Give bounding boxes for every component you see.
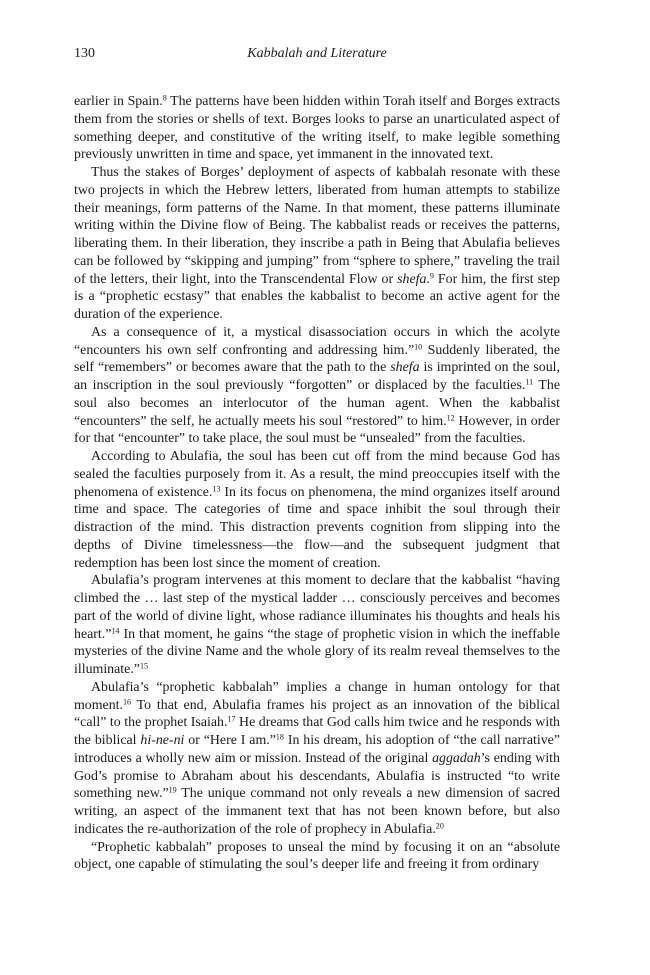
footnote-marker: 20	[435, 821, 444, 831]
footnote-marker: 12	[446, 413, 455, 423]
running-header	[74, 46, 560, 66]
text-run: is imprinted on the soul, an inscription in the soul previously “forgotten” or displaced by the faculties.	[74, 360, 560, 393]
text-run: or “Here I am.”	[184, 733, 276, 748]
text-run: Thus the stakes of Borges’ deployment of aspects of kabbalah resonate with these two projects in which the Hebrew letters, liberated from human attempts to stabilize their meanings, form patterns of the Name. In that moment, these patterns illuminate writing within the Divine flow of Being. The kabbalist reads or receives the patterns, liberating them. In their liberation, they inscribe a path in Being that Abulafia believes can be followed by “skipping and jumping” from “sphere to sphere,” traveling the trail of the letters, their light, into the Transcendental Flow or	[74, 165, 560, 287]
text-run: In his dream, his adoption of “the call narrative” introduces a wholly new aim or mission. Instead of the original	[74, 733, 560, 766]
footnote-marker: 11	[525, 377, 534, 387]
footnote-marker: 19	[168, 785, 177, 795]
text-run: ’s ending with God’s promise to Abraham about his descendants, Abulafia is instructed “to write something new.”	[74, 750, 560, 802]
footnote-marker: 9	[429, 271, 434, 281]
text-run: He dreams that God calls him twice and he responds with the biblical	[74, 715, 560, 748]
text-run: As a consequence of it, a mystical disassociation occurs in which the acolyte “encounters his own self confronting and addressing him.”	[74, 324, 560, 358]
italic-term: shefa	[397, 271, 427, 287]
footnote-marker: 15	[139, 661, 149, 671]
text-run: “Prophetic kabbalah” proposes to unseal the mind by focusing it on an “absolute object, one capable of stimulating the soul’s deeper life and freeing it from ordinary	[74, 839, 560, 873]
paragraph	[74, 324, 560, 448]
text-run: Suddenly liberated, the self “remembers” or becomes aware that the path to the	[74, 342, 560, 376]
paragraph	[74, 572, 560, 679]
text-run: The patterns have been hidden within Torah itself and Borges extracts them from the stories or shells of text. Borges looks to parse an unarticulated aspect of something deeper, and constitutive of the writing itself, to make legible something previously unwritten in time and space, yet immanent in the innovated text.	[74, 94, 560, 163]
footnote-marker: 14	[111, 626, 120, 636]
body-text	[74, 93, 560, 874]
italic-term: shefa	[390, 360, 420, 376]
text-run: In its focus on phenomena, the mind organizes itself around time and space. The categories of time and space inhibit the soul through their distraction of the mind. This distraction prevents cognition from slipping into the depths of Divine timelessness—the flow—and the subsequent judgment that redemption has been lost since the moment of creation.	[74, 484, 560, 571]
italic-term: aggadah	[432, 750, 481, 766]
page-number: 130	[74, 46, 95, 61]
text-run: The soul also becomes an interlocutor of the human agent. When the kabbalist “encounters” the self, he actually meets his soul “restored” to him.	[74, 378, 560, 429]
footnote-marker: 17	[227, 714, 236, 724]
footnote-marker: 13	[212, 484, 221, 494]
paragraph	[74, 93, 560, 164]
text-run: According to Abulafia, the soul has been cut off from the mind because God has sealed the faculties purposely from it. As a result, the mind preoccupies itself with the phenomena of existence.	[74, 449, 560, 500]
running-title: Kabbalah and Literature	[247, 46, 387, 61]
text-run: For him, the first step is a “prophetic ecstasy” that enables the kabbalist to become an active agent for the duration of the experience.	[74, 271, 560, 322]
footnote-marker: 10	[414, 342, 423, 352]
paragraph	[74, 448, 560, 572]
paragraph	[74, 839, 560, 875]
text-run: Abulafia’s “prophetic kabbalah” implies a change in human ontology for that moment.	[74, 679, 560, 713]
text-run: However, in order for that “encounter” to take place, the soul must be “unsealed” from the faculties.	[74, 413, 560, 447]
text-run: earlier in Spain.	[74, 94, 163, 109]
text-run: In that moment, he gains “the stage of prophetic vision in which the ineffable mysteries of the divine Name and the whole glory of its realm reveal themselves to the illuminate.”	[74, 626, 560, 677]
footnote-marker: 8	[162, 93, 167, 103]
italic-term: hi-ne-ni	[140, 733, 185, 748]
text-run: Abulafia’s program intervenes at this moment to declare that the kabbalist “having climbed the … last step of the mystical ladder … consciously perceives and becomes part of the world of divine light, whose radiance illuminates his thoughts and heals his heart.”	[74, 573, 560, 642]
paragraph	[74, 164, 560, 324]
footnote-marker: 18	[275, 732, 284, 742]
footnote-marker: 16	[123, 697, 132, 707]
text-run: To that end, Abulafia frames his project as an innovation of the biblical “call” to the prophet Isaiah.	[74, 697, 560, 731]
paragraph	[74, 679, 560, 839]
text-run: The unique command not only reveals a new dimension of sacred writing, an aspect of the immanent text that has not been known before, but also indicates the re-authorization of the role of prophecy in Abulafia.	[74, 786, 560, 837]
text-run: .	[426, 271, 430, 287]
